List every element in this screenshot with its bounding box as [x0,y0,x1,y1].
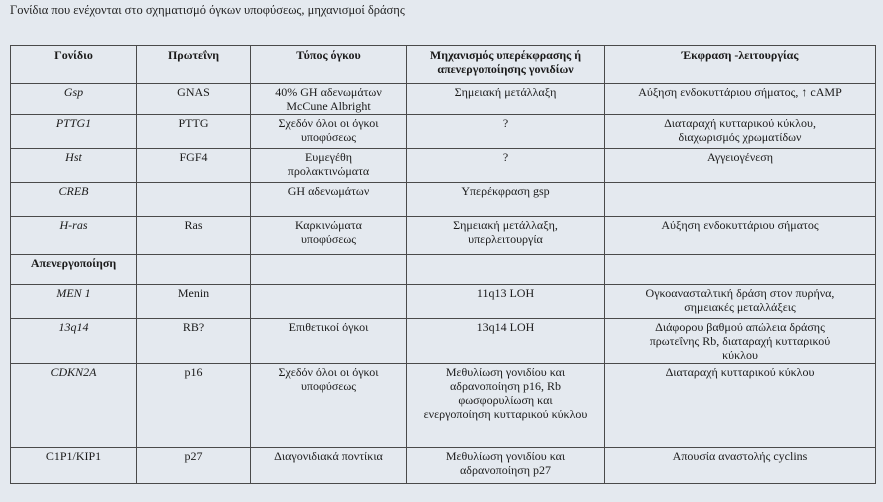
gene-cell [11,84,137,115]
gene-text: C1P1/KIP1 [45,449,102,463]
header-protein: Πρωτεΐνη [137,46,251,84]
mechanism-cell [407,319,605,364]
tumor-type-text: Σχεδόν όλοι οι όγκοι [278,116,379,130]
mechanism-text: υπερλειτουργία [468,232,543,246]
tumor-type-cell [251,183,407,217]
expression-text: Αύξηση ενδοκυττάριου σήματος [661,218,819,232]
mechanism-cell [407,183,605,217]
tumor-type-cell [251,285,407,319]
protein-cell [137,448,251,484]
header-mechanism [407,46,605,84]
header-mechanism-line: απενεργοποίησης γονιδίων [437,62,574,76]
expression-text: Απουσία αναστολής cyclins [672,449,808,463]
tumor-type-cell [251,217,407,255]
gene-table [10,45,876,484]
protein-cell [137,84,251,115]
protein-text: Ras [184,218,203,232]
tumor-type-cell [251,84,407,115]
mechanism-cell [407,115,605,149]
table-cell [407,255,605,285]
header-tumor-type: Τύπος όγκου [251,46,407,84]
gene-cell [11,183,137,217]
mechanism-text: Υπερέκφραση gsp [461,184,550,198]
mechanism-text: Μεθυλίωση γονιδίου και [445,365,566,379]
gene-text: MEN 1 [56,286,91,300]
protein-cell [137,115,251,149]
activation-rows [11,84,876,255]
expression-cell [605,183,876,217]
mechanism-text: αδρανοποίηση p27 [460,463,551,477]
expression-text: Αύξηση ενδοκυττάριου σήματος, ↑ cAMP [638,85,842,99]
expression-text: πρωτεΐνης Rb, διαταραχή κυτταρικού [649,334,831,348]
gene-text: CREB [58,184,89,198]
tumor-type-text: GH αδενωμάτων [287,184,370,198]
gene-cell [11,448,137,484]
header-gene: Γονίδιο [11,46,137,84]
table-header-row [11,46,876,84]
protein-text: RB? [182,320,205,334]
document-caption: Γονίδια που ενέχονται στο σχηματισμό όγκων υποφύσεως, μηχανισμοί δράσης [10,3,405,17]
gene-text: H-ras [59,218,88,232]
gene-cell [11,285,137,319]
expression-cell [605,217,876,255]
gene-text: Gsp [63,85,84,99]
header-mechanism-line: Μηχανισμός υπερέκφρασης ή [429,48,582,62]
mechanism-text: φωσφορυλίωση και [458,393,553,407]
expression-cell [605,319,876,364]
gene-cell [11,217,137,255]
expression-text: Αγγειογένεση [706,150,774,164]
expression-cell [605,448,876,484]
table-row [11,448,876,484]
tumor-type-text: Επιθετικοί όγκοι [288,320,369,334]
expression-text: Ογκοανασταλτική δράση στον πυρήνα, [645,286,835,300]
protein-text: FGF4 [179,150,208,164]
mechanism-cell [407,285,605,319]
gene-text: PTTG1 [55,116,92,130]
tumor-type-text: Σχεδόν όλοι οι όγκοι [278,365,379,379]
protein-text: PTTG [178,116,209,130]
protein-text: p27 [184,449,203,463]
table-row [11,84,876,115]
expression-text: Διαταραχή κυτταρικού κύκλου, [664,116,816,130]
mechanism-text: ενεργοποίηση κυτταρικού κύκλου [423,407,588,421]
mechanism-cell [407,217,605,255]
table-cell [605,255,876,285]
mechanism-cell [407,364,605,448]
table-row [11,364,876,448]
mechanism-cell [407,84,605,115]
expression-text: Διάφορου βαθμού απώλεια δράσης [655,320,825,334]
table-row [11,149,876,183]
tumor-type-cell [251,115,407,149]
gene-text: CDKN2A [50,365,97,379]
protein-cell [137,285,251,319]
gene-text: Hst [65,150,82,164]
expression-text: Διαταραχή κυτταρικού κύκλου [665,365,815,379]
mechanism-text: ? [502,150,509,164]
table-row [11,285,876,319]
mechanism-text: Μεθυλίωση γονιδίου και [445,449,566,463]
expression-cell [605,149,876,183]
tumor-type-text: McCune Albright [286,99,371,113]
section-row [11,255,876,285]
expression-cell [605,115,876,149]
protein-cell [137,319,251,364]
tumor-type-cell [251,319,407,364]
protein-text: Menin [177,286,210,300]
mechanism-text: Σημειακή μετάλλαξη, [453,218,558,232]
protein-cell [137,149,251,183]
gene-cell [11,149,137,183]
mechanism-text: 13q14 LOH [476,320,535,334]
tumor-type-text: Καρκινώματα [295,218,362,232]
mechanism-cell [407,149,605,183]
gene-cell [11,364,137,448]
protein-cell [137,217,251,255]
table-cell [137,255,251,285]
expression-cell [605,84,876,115]
tumor-type-text: 40% GH αδενωμάτων [275,85,382,99]
table-row [11,217,876,255]
tumor-type-text: υποφύσεως [300,130,357,144]
protein-text: p16 [184,365,203,379]
expression-text: διαχωρισμός χρωματίδων [678,130,802,144]
table-row [11,183,876,217]
tumor-type-cell [251,448,407,484]
mechanism-text: ? [502,116,509,130]
protein-text: GNAS [177,85,210,99]
table-row [11,319,876,364]
expression-cell [605,364,876,448]
inactivation-rows [11,285,876,484]
tumor-type-text: Διαγονιδιακά ποντίκια [274,449,383,463]
mechanism-cell [407,448,605,484]
expression-text: σημειακές μεταλλάξεις [684,300,796,314]
gene-cell [11,319,137,364]
gene-cell [11,115,137,149]
header-expression: Έκφραση -λειτουργίας [605,46,876,84]
mechanism-text: 11q13 LOH [476,286,535,300]
gene-text: 13q14 [58,320,89,334]
tumor-type-text: υποφύσεως [300,232,357,246]
mechanism-text: Σημειακή μετάλλαξη [454,85,557,99]
tumor-type-cell [251,149,407,183]
tumor-type-cell [251,364,407,448]
mechanism-text: αδρανοποίηση p16, Rb [450,379,561,393]
expression-text: κύκλου [722,348,758,362]
expression-cell [605,285,876,319]
tumor-type-text: προλακτινώματα [287,164,370,178]
table-row [11,115,876,149]
table-cell [251,255,407,285]
section-label: Απενεργοποίηση [11,255,137,285]
protein-cell [137,183,251,217]
tumor-type-text: Ευμεγέθη [304,150,353,164]
protein-cell [137,364,251,448]
tumor-type-text: υποφύσεως [300,379,357,393]
